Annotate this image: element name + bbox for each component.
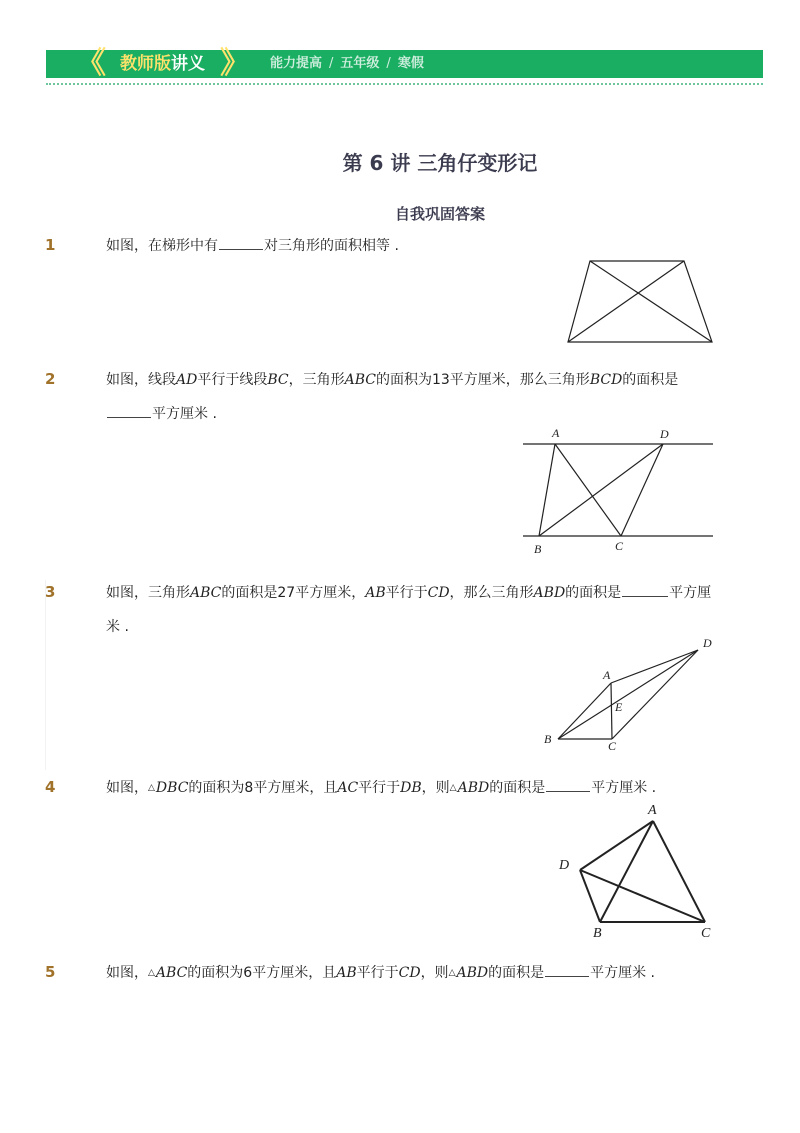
q2-var: ABC [344, 372, 376, 388]
q3-text: ，那么三角形 [449, 585, 534, 601]
q3-var: ABC [190, 585, 222, 601]
point-label: C [701, 926, 711, 941]
segment-ab [600, 821, 653, 922]
segment-ac [611, 683, 612, 739]
point-label: A [552, 426, 560, 440]
q5-text: ，则 [420, 965, 449, 981]
triangle-icon: △ [148, 783, 155, 793]
segment-bd [558, 650, 698, 739]
trapezoid-diagonal [568, 261, 684, 342]
segment-da [580, 821, 653, 870]
double-chevron-left-icon: 《 [76, 46, 98, 81]
segment-dc [580, 870, 705, 922]
q4-text: 如图， [106, 780, 148, 796]
q5-text: 平方厘米 . [590, 965, 656, 981]
answer-blank[interactable] [622, 582, 668, 597]
q4-var: AC [337, 780, 359, 796]
lecture-title: 第 6 讲 三角仔变形记 [342, 151, 538, 175]
q5-var: AB [336, 965, 357, 981]
q2-text: ，三角形 [288, 372, 345, 388]
q3-text: 平方厘 [669, 585, 712, 601]
q3-text: 平行于 [385, 585, 428, 601]
q2-text: 平行于线段 [197, 372, 268, 388]
segment-ac [653, 821, 705, 922]
triangle-icon: △ [449, 783, 457, 793]
trapezoid-outline [568, 261, 712, 342]
q4-text: 平行于 [358, 780, 401, 796]
q5-text: 平行于 [356, 965, 399, 981]
q4-text: 的面积为8平方厘米，且 [188, 780, 338, 796]
answer-blank[interactable] [107, 403, 151, 418]
segment-cd [621, 444, 663, 536]
question-number-4: 4 [45, 778, 56, 796]
triangle-abd-figure [540, 632, 720, 752]
q2-var: BCD [589, 372, 623, 388]
q2-var: BC [267, 372, 289, 388]
answer-blank[interactable] [546, 777, 590, 792]
handout-title [120, 50, 205, 78]
point-label: B [534, 542, 542, 556]
section-title: 自我巩固答案 [394, 205, 485, 223]
point-label: D [559, 858, 570, 873]
q1-text-a: 如图，在梯形中有 [106, 238, 218, 254]
q2-text: 的面积为13平方厘米，那么三角形 [375, 372, 590, 388]
handout-title-part1: 教师版 [120, 54, 171, 74]
triangle-icon: △ [148, 968, 155, 978]
q2-text: 如图，线段 [106, 372, 176, 388]
header-divider [46, 83, 763, 85]
q3-var: CD [427, 585, 450, 601]
crumb-level: 能力提高 [270, 56, 323, 71]
parallel-lines-figure [520, 422, 720, 562]
question-2-text [106, 363, 718, 431]
segment-cd [612, 650, 698, 739]
crumb-term: 寒假 [397, 56, 424, 71]
q3-text: 的面积是27平方厘米， [221, 585, 366, 601]
answer-blank[interactable] [219, 235, 263, 250]
q3-text: 如图，三角形 [106, 585, 190, 601]
breadcrumb [270, 50, 424, 78]
q4-text: 的面积是 [489, 780, 546, 796]
trapezoid-figure [560, 255, 720, 350]
segment-ab [539, 444, 555, 536]
point-label: C [608, 739, 617, 753]
double-chevron-right-icon: 》 [220, 46, 242, 81]
q4-var: ABD [457, 780, 490, 796]
q4-var: DBC [155, 780, 189, 796]
question-5-text [106, 956, 718, 990]
point-label: D [660, 427, 669, 441]
point-label: E [615, 700, 623, 714]
q2-var: AD [176, 372, 198, 388]
q5-text: 如图， [106, 965, 148, 981]
answer-blank[interactable] [545, 962, 589, 977]
margin-rule [45, 580, 46, 770]
q3-text: 的面积是 [565, 585, 622, 601]
q3-var: AB [365, 585, 386, 601]
crumb-grade: 五年级 [340, 56, 380, 71]
q5-text: 的面积是 [488, 965, 545, 981]
q3-var: ABD [533, 585, 566, 601]
segment-bd [539, 444, 663, 536]
handout-title-part2: 讲义 [171, 54, 205, 74]
point-label: C [615, 539, 624, 553]
q5-var: ABC [155, 965, 188, 981]
q4-text: 平方厘米 . [591, 780, 657, 796]
point-label: B [593, 926, 602, 941]
q5-var: CD [398, 965, 421, 981]
crumb-separator: / [329, 56, 334, 71]
q4-text: ，则 [421, 780, 450, 796]
question-number-3: 3 [45, 583, 56, 601]
question-number-2: 2 [45, 370, 56, 388]
point-label: B [544, 732, 552, 746]
q5-text: 的面积为6平方厘米，且 [187, 965, 337, 981]
quadrilateral-figure [555, 798, 720, 943]
q5-var: ABD [456, 965, 489, 981]
point-label: A [648, 803, 657, 818]
segment-ac [555, 444, 621, 536]
triangle-icon: △ [448, 968, 456, 978]
q3-text: 米 . [106, 619, 129, 635]
q2-text: 平方厘米 . [152, 406, 217, 422]
q1-text-b: 对三角形的面积相等 . [264, 238, 399, 254]
point-label: A [603, 668, 611, 682]
q2-text: 的面积是 [622, 372, 679, 388]
trapezoid-diagonal [590, 261, 712, 342]
header-bar [46, 46, 763, 81]
question-number-5: 5 [45, 963, 56, 981]
q4-var: DB [400, 780, 422, 796]
crumb-separator: / [386, 56, 391, 71]
point-label: D [703, 636, 712, 650]
question-number-1: 1 [45, 236, 56, 254]
